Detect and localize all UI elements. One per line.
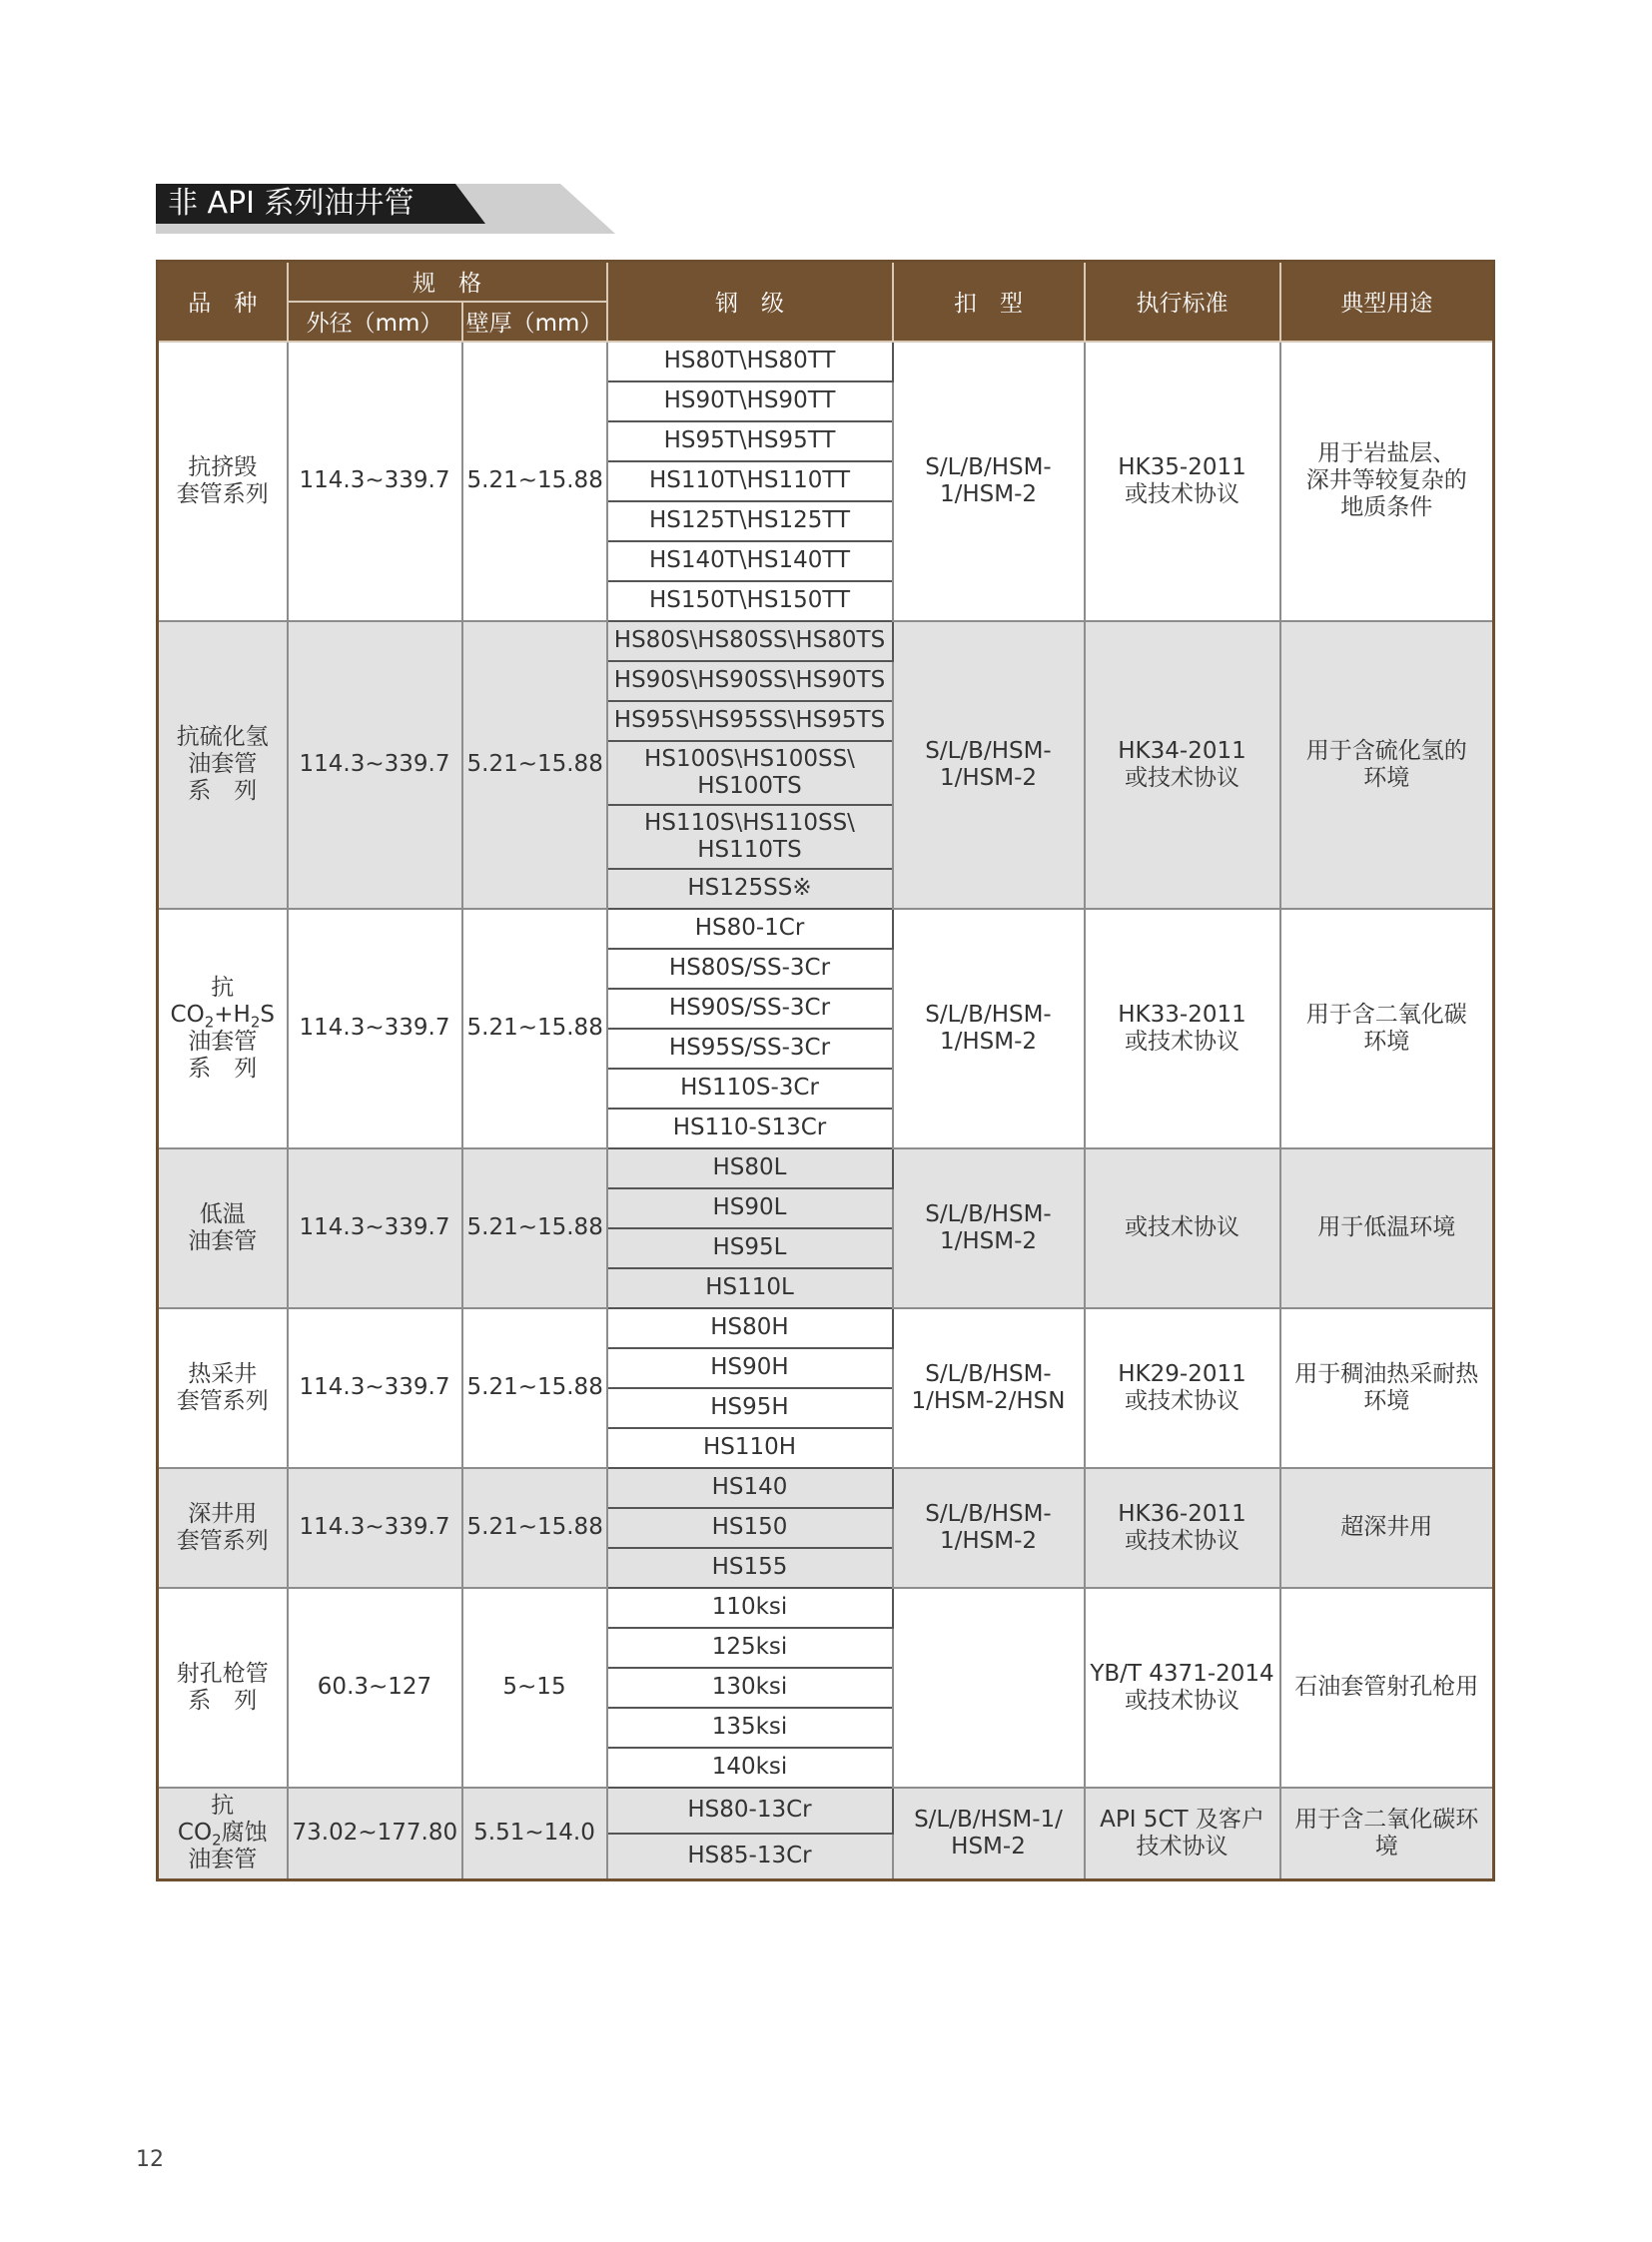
usage-cell: 石油套管射孔枪用	[1280, 1588, 1494, 1788]
variety-cell: 深井用 套管系列	[158, 1468, 288, 1588]
grade-cell: HS110-S13Cr	[607, 1109, 893, 1148]
usage-cell: 用于含二氧化碳环 境	[1280, 1788, 1494, 1880]
od-cell: 114.3~339.7	[288, 1148, 462, 1308]
thread-cell	[893, 1588, 1085, 1788]
grade-cell: HS110H	[607, 1428, 893, 1468]
grade-cell: HS80L	[607, 1148, 893, 1188]
grade-cell: HS150	[607, 1508, 893, 1548]
variety-line: 抗	[211, 1793, 235, 1819]
grade-cell: HS140T\HS140TT	[607, 541, 893, 581]
variety-cell: 低温 油套管	[158, 1148, 288, 1308]
wt-cell: 5.21~15.88	[462, 1468, 607, 1588]
wt-cell: 5.21~15.88	[462, 909, 607, 1148]
grade-cell: HS95S/SS-3Cr	[607, 1029, 893, 1069]
usage-cell: 用于含硫化氢的 环境	[1280, 621, 1494, 909]
grade-cell: HS95S\HS95SS\HS95TS	[607, 701, 893, 741]
section-title: 非 API 系列油井管	[168, 186, 414, 221]
grade-cell: HS85-13Cr	[607, 1834, 893, 1880]
grade-cell: HS80T\HS80TT	[607, 342, 893, 381]
thread-cell: S/L/B/HSM- 1/HSM-2	[893, 621, 1085, 909]
thread-cell: S/L/B/HSM- 1/HSM-2	[893, 909, 1085, 1148]
thread-cell: S/L/B/HSM-1/ HSM-2	[893, 1788, 1085, 1880]
standard-cell: HK34-2011 或技术协议	[1085, 621, 1280, 909]
grade-cell: HS90S\HS90SS\HS90TS	[607, 661, 893, 701]
od-cell: 114.3~339.7	[288, 909, 462, 1148]
grade-cell: HS95L	[607, 1228, 893, 1268]
header-standard: 执行标准	[1085, 262, 1280, 342]
usage-cell: 用于岩盐层、 深井等较复杂的 地质条件	[1280, 342, 1494, 621]
variety-formula: $CO_2$腐蚀	[177, 1820, 268, 1850]
variety-cell: 抗硫化氢 油套管 系 列	[158, 621, 288, 909]
header-variety: 品 种	[158, 262, 288, 342]
grade-cell: HS110L	[607, 1268, 893, 1308]
header-thread: 扣 型	[893, 262, 1085, 342]
variety-formula: $CO_2+H_2S$	[170, 1001, 275, 1032]
grade-cell: HS100S\HS100SS\ HS100TS	[607, 741, 893, 805]
wt-cell: 5.21~15.88	[462, 1308, 607, 1468]
standard-cell: HK33-2011 或技术协议	[1085, 909, 1280, 1148]
page-number: 12	[136, 2147, 164, 2172]
wt-cell: 5.21~15.88	[462, 342, 607, 621]
thread-cell: S/L/B/HSM- 1/HSM-2	[893, 1148, 1085, 1308]
grade-cell: HS80-13Cr	[607, 1788, 893, 1834]
header-grade: 钢 级	[607, 262, 893, 342]
standard-cell: API 5CT 及客户 技术协议	[1085, 1788, 1280, 1880]
grade-cell: 135ksi	[607, 1708, 893, 1748]
thread-cell: S/L/B/HSM- 1/HSM-2/HSN	[893, 1308, 1085, 1468]
od-cell: 114.3~339.7	[288, 342, 462, 621]
wt-cell: 5.51~14.0	[462, 1788, 607, 1880]
grade-cell: HS155	[607, 1548, 893, 1588]
wt-cell: 5.21~15.88	[462, 621, 607, 909]
od-cell: 114.3~339.7	[288, 1308, 462, 1468]
grade-cell: HS80-1Cr	[607, 909, 893, 949]
grade-cell: HS150T\HS150TT	[607, 581, 893, 621]
grade-cell: HS125SS※	[607, 869, 893, 909]
grade-cell: HS80S/SS-3Cr	[607, 949, 893, 989]
usage-cell: 用于低温环境	[1280, 1148, 1494, 1308]
standard-cell: HK35-2011 或技术协议	[1085, 342, 1280, 621]
variety-line: 抗	[211, 974, 235, 1001]
grade-cell: HS95T\HS95TT	[607, 421, 893, 461]
od-cell: 114.3~339.7	[288, 1468, 462, 1588]
grade-cell: HS80H	[607, 1308, 893, 1348]
grade-cell: HS90H	[607, 1348, 893, 1388]
variety-cell	[158, 909, 288, 1148]
standard-cell: HK29-2011 或技术协议	[1085, 1308, 1280, 1468]
grade-cell: HS80S\HS80SS\HS80TS	[607, 621, 893, 661]
od-cell: 73.02~177.80	[288, 1788, 462, 1880]
grade-cell: HS90T\HS90TT	[607, 381, 893, 421]
wt-cell: 5.21~15.88	[462, 1148, 607, 1308]
grade-cell: HS140	[607, 1468, 893, 1508]
oil-well-pipe-table	[156, 260, 1495, 1881]
variety-line: 油套管 系 列	[188, 1028, 258, 1082]
grade-cell: HS95H	[607, 1388, 893, 1428]
grade-cell: HS110S-3Cr	[607, 1069, 893, 1109]
standard-cell: 或技术协议	[1085, 1148, 1280, 1308]
variety-cell: 热采井 套管系列	[158, 1308, 288, 1468]
grade-cell: 110ksi	[607, 1588, 893, 1628]
grade-cell: HS125T\HS125TT	[607, 501, 893, 541]
standard-cell: YB/T 4371-2014 或技术协议	[1085, 1588, 1280, 1788]
usage-cell: 超深井用	[1280, 1468, 1494, 1588]
grade-cell: 125ksi	[607, 1628, 893, 1668]
variety-line: 油套管	[188, 1847, 258, 1872]
grade-cell: HS110S\HS110SS\ HS110TS	[607, 805, 893, 869]
thread-cell: S/L/B/HSM- 1/HSM-2	[893, 342, 1085, 621]
wt-cell: 5~15	[462, 1588, 607, 1788]
header-spec: 规 格	[288, 262, 607, 302]
grade-cell: HS90S/SS-3Cr	[607, 989, 893, 1029]
od-cell: 114.3~339.7	[288, 621, 462, 909]
header-wt: 壁厚（mm）	[462, 302, 607, 342]
variety-cell: 抗挤毁 套管系列	[158, 342, 288, 621]
variety-cell	[158, 1788, 288, 1880]
grade-cell: HS90L	[607, 1188, 893, 1228]
header-od: 外径（mm）	[288, 302, 462, 342]
usage-cell: 用于稠油热采耐热 环境	[1280, 1308, 1494, 1468]
grade-cell: HS110T\HS110TT	[607, 461, 893, 501]
usage-cell: 用于含二氧化碳 环境	[1280, 909, 1494, 1148]
header-usage: 典型用途	[1280, 262, 1494, 342]
grade-cell: 140ksi	[607, 1748, 893, 1788]
od-cell: 60.3~127	[288, 1588, 462, 1788]
grade-cell: 130ksi	[607, 1668, 893, 1708]
standard-cell: HK36-2011 或技术协议	[1085, 1468, 1280, 1588]
section-title-band	[156, 184, 615, 234]
thread-cell: S/L/B/HSM- 1/HSM-2	[893, 1468, 1085, 1588]
variety-cell: 射孔枪管 系 列	[158, 1588, 288, 1788]
